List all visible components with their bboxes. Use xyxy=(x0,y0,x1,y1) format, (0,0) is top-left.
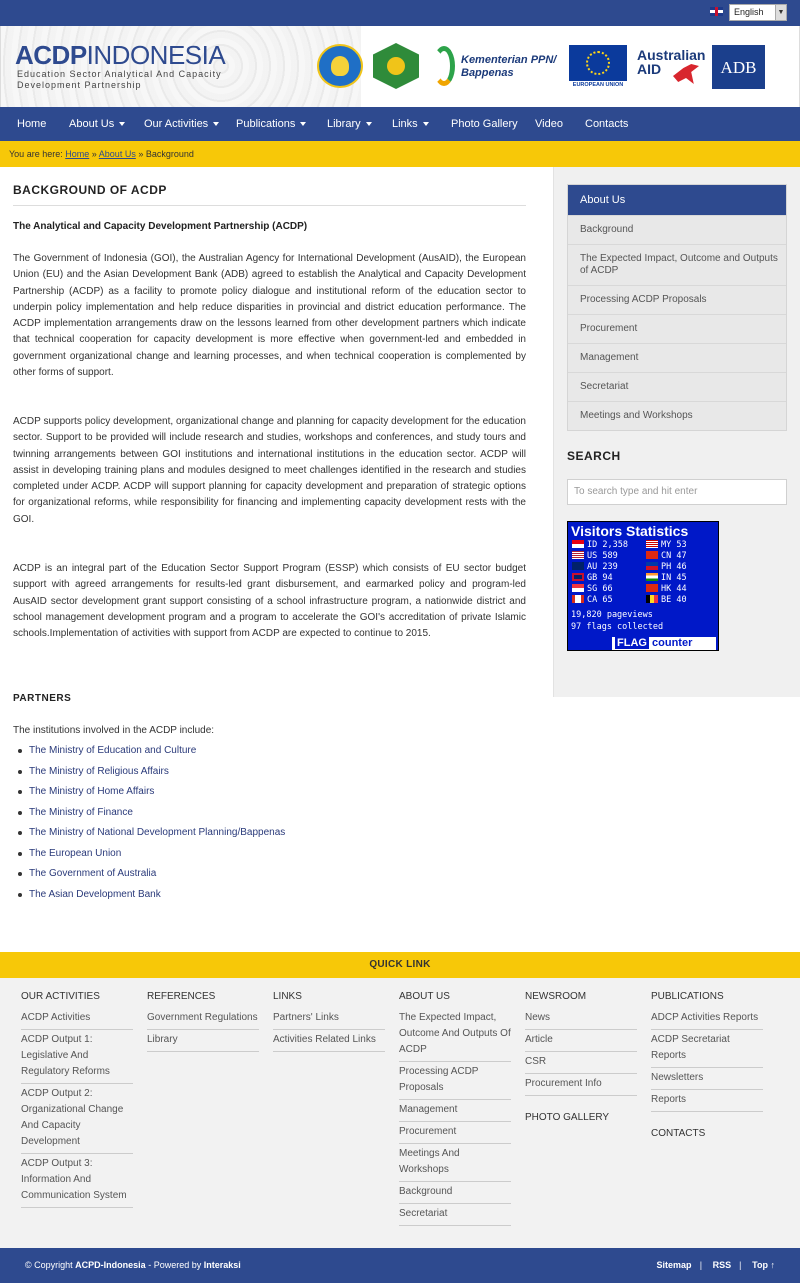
footer-link[interactable]: The Expected Impact, Outcome And Outputs Of ACDP xyxy=(399,1008,511,1062)
aus-line1: Australian xyxy=(637,47,706,63)
nav-about-us[interactable] xyxy=(69,107,125,141)
footer-col-activities xyxy=(21,991,133,1208)
sidebar-item-meetings-workshops[interactable]: Meetings and Workshops xyxy=(568,401,786,430)
nav-home-label: Home xyxy=(17,118,47,130)
nav-our-activities-label: Our Activities xyxy=(144,118,209,130)
visitor-row: SG 66 xyxy=(572,584,613,595)
visitor-row: AU 239 xyxy=(572,562,618,573)
language-select[interactable]: English xyxy=(729,4,787,21)
copyright-prefix: © Copyright xyxy=(25,1260,73,1270)
caret-down-icon xyxy=(213,122,219,126)
flag-us-icon xyxy=(572,551,584,559)
footer-col-publications xyxy=(651,991,763,1139)
nav-video[interactable] xyxy=(535,107,563,141)
nav-photo-gallery[interactable] xyxy=(451,107,518,141)
footer-heading-photo-gallery[interactable]: PHOTO GALLERY xyxy=(525,1112,610,1123)
footer-col-references xyxy=(147,991,259,1052)
nav-video-label: Video xyxy=(535,118,563,130)
kangaroo-icon xyxy=(673,64,699,84)
footer-link[interactable]: ACDP Output 3: Information And Communication System xyxy=(21,1154,133,1208)
sidebar xyxy=(553,167,800,697)
visitor-row: IN 45 xyxy=(646,573,687,584)
partners-intro: The institutions involved in the ACDP include: xyxy=(13,725,215,736)
about-us-menu xyxy=(567,184,787,431)
bappenas-logo xyxy=(431,44,557,88)
chevron-down-icon[interactable]: ▼ xyxy=(775,5,786,20)
flag-be-icon xyxy=(646,595,658,603)
about-us-menu-title[interactable]: About Us xyxy=(568,185,786,215)
bappenas-line2: Bappenas xyxy=(461,67,514,79)
flag-sg-icon xyxy=(572,584,584,592)
flag-ca-icon xyxy=(572,595,584,603)
visitor-row: PH 46 xyxy=(646,562,687,573)
tut-wuri-handayani-logo-icon xyxy=(317,44,363,88)
visitor-row: ID 2,358 xyxy=(572,540,628,551)
nav-links[interactable] xyxy=(392,107,429,141)
breadcrumb-sep: » xyxy=(138,149,144,159)
sidebar-item-expected-impact[interactable]: The Expected Impact, Outcome and Outputs of ACDP xyxy=(568,244,786,285)
footer-heading-contacts[interactable]: CONTACTS xyxy=(651,1128,706,1139)
nav-about-us-label: About Us xyxy=(69,118,115,130)
nav-our-activities[interactable] xyxy=(144,107,219,141)
footer-link[interactable]: Partners' Links xyxy=(273,1008,385,1030)
footer-link[interactable]: News xyxy=(525,1008,637,1030)
footer-heading: NEWSROOM xyxy=(525,991,587,1002)
bappenas-line1: Kementerian PPN/ xyxy=(461,54,557,66)
visitors-statistics-widget[interactable] xyxy=(567,521,719,651)
uk-flag-icon xyxy=(710,7,723,16)
nav-publications-label: Publications xyxy=(236,118,296,130)
caret-down-icon xyxy=(300,122,306,126)
bottom-bar xyxy=(0,1248,800,1283)
footer-link[interactable]: Meetings And Workshops xyxy=(399,1144,511,1182)
aus-line2: AID xyxy=(637,61,662,77)
flag-ph-icon xyxy=(646,562,658,570)
sidebar-item-procurement[interactable]: Procurement xyxy=(568,314,786,343)
brand-flag-label: FLAG xyxy=(617,637,647,649)
breadcrumb-current: Background xyxy=(145,149,194,159)
partners-list xyxy=(13,745,285,909)
footer-link[interactable]: Processing ACDP Proposals xyxy=(399,1062,511,1100)
nav-contacts[interactable] xyxy=(585,107,628,141)
footer-heading: ABOUT US xyxy=(399,991,450,1002)
flag-my-icon xyxy=(646,540,658,548)
flag-hk-icon xyxy=(646,584,658,592)
nav-library[interactable] xyxy=(327,107,372,141)
visitor-row: BE 40 xyxy=(646,595,687,606)
footer-link[interactable]: ACDP Output 2: Organizational Change And Capacity Development xyxy=(21,1084,133,1154)
flag-cn-icon xyxy=(646,551,658,559)
search-heading: SEARCH xyxy=(567,449,621,463)
nav-publications[interactable] xyxy=(236,107,306,141)
footer-link[interactable]: Secretariat xyxy=(399,1204,511,1226)
caret-down-icon xyxy=(423,122,429,126)
footer-link[interactable]: Procurement xyxy=(399,1122,511,1144)
nav-links-label: Links xyxy=(392,118,418,130)
eu-logo xyxy=(569,45,627,91)
footer-col-links xyxy=(273,991,385,1052)
nav-photo-gallery-label: Photo Gallery xyxy=(451,118,518,130)
visitor-row: CA 65 xyxy=(572,595,613,606)
sitemap-link[interactable]: Sitemap xyxy=(656,1260,692,1270)
footer-link[interactable]: Newsletters xyxy=(651,1068,763,1090)
sidebar-item-background[interactable]: Background xyxy=(568,215,786,244)
footer-link[interactable]: Reports xyxy=(651,1090,763,1112)
footer-link[interactable]: Library xyxy=(147,1030,259,1052)
site-header xyxy=(0,26,800,107)
caret-down-icon xyxy=(119,122,125,126)
logo-subtitle: Education Sector Analytical And Capacity Development Partnership xyxy=(17,69,222,90)
copyright xyxy=(25,1248,241,1283)
visitor-row: US 589 xyxy=(572,551,618,562)
caret-down-icon xyxy=(366,122,372,126)
site-logo[interactable] xyxy=(15,40,225,71)
footer-link[interactable]: CSR xyxy=(525,1052,637,1074)
ministry-religious-affairs-logo-icon xyxy=(373,43,419,89)
footer-link[interactable]: ACDP Activities xyxy=(21,1008,133,1030)
footer-link[interactable]: ACDP Secretariat Reports xyxy=(651,1030,763,1068)
nav-home[interactable] xyxy=(17,107,46,141)
list-item: The Ministry of Home Affairs xyxy=(13,786,285,807)
list-item: The Asian Development Bank xyxy=(13,889,285,910)
logo-acdp: ACDP xyxy=(15,40,87,70)
footer-col-about xyxy=(399,991,511,1226)
footer-link[interactable]: Government Regulations xyxy=(147,1008,259,1030)
breadcrumb xyxy=(0,141,800,167)
bappenas-mark-icon xyxy=(433,46,455,86)
footer-link[interactable]: Management xyxy=(399,1100,511,1122)
top-bar xyxy=(0,0,800,26)
flag-gb-icon xyxy=(572,573,584,581)
flag-au-icon xyxy=(572,562,584,570)
list-item: The Ministry of Finance xyxy=(13,807,285,828)
eu-label: EUROPEAN UNION xyxy=(572,82,624,88)
copyright-site[interactable]: ACPD-Indonesia xyxy=(75,1260,146,1270)
nav-contacts-label: Contacts xyxy=(585,118,629,130)
list-item: The Government of Australia xyxy=(13,868,285,889)
quick-links xyxy=(0,978,800,1248)
flag-counter-brand[interactable] xyxy=(612,637,716,650)
top-link[interactable]: Top ↑ xyxy=(752,1260,775,1270)
logo-indonesia: INDONESIA xyxy=(86,40,226,70)
adb-label: ADB xyxy=(720,58,757,77)
footer-link[interactable]: Procurement Info xyxy=(525,1074,637,1096)
list-item: The Ministry of National Development Planning/Bappenas xyxy=(13,827,285,848)
list-item: The Ministry of Education and Culture xyxy=(13,745,285,766)
footer-link[interactable]: ACDP Output 1: Legislative And Regulatory Reforms xyxy=(21,1030,133,1084)
adb-logo xyxy=(712,45,765,89)
footer-heading: LINKS xyxy=(273,991,302,1002)
pageviews-count: 19,820 pageviews xyxy=(571,610,653,620)
footer-link[interactable]: ADCP Activities Reports xyxy=(651,1008,763,1030)
page-title: BACKGROUND OF ACDP xyxy=(13,183,526,206)
brand-counter-label: counter xyxy=(652,637,693,649)
breadcrumb-about-us[interactable]: About Us xyxy=(98,149,136,159)
footer-link[interactable]: Background xyxy=(399,1182,511,1204)
main-nav xyxy=(0,107,800,141)
footer-heading: REFERENCES xyxy=(147,991,216,1002)
sidebar-item-secretariat[interactable]: Secretariat xyxy=(568,372,786,401)
bottom-links: Sitemap | RSS | Top ↑ xyxy=(656,1260,775,1270)
visitors-title: Visitors Statistics xyxy=(571,523,689,539)
flags-collected-count: 97 flags collected xyxy=(571,622,664,632)
breadcrumb-home[interactable]: Home xyxy=(65,149,90,159)
powered-prefix: - Powered by xyxy=(148,1260,202,1270)
visitor-row: GB 94 xyxy=(572,573,613,584)
section-subtitle: The Analytical and Capacity Development Partnership (ACDP) xyxy=(13,221,308,232)
footer-heading: OUR ACTIVITIES xyxy=(21,991,100,1002)
partners-heading: PARTNERS xyxy=(13,693,72,704)
visitor-row: HK 44 xyxy=(646,584,687,595)
nav-library-label: Library xyxy=(327,118,361,130)
search-input[interactable]: To search type and hit enter xyxy=(567,479,787,505)
paragraph-1: The Government of Indonesia (GOI), the Australian Agency for International Development (AusAID), the European Union (EU) and the Asian Development Bank (ADB) agreed to establish the Analytical and Capacity Development Partnership (ACDP) as a facility to promote policy dialogue and institutional reform of the education sector to underpin policy implementation and help reduce disparities in provincial and district education performance. The ACDP implementation arrangements draw on the lessons learned from other development partners which indicate that technical cooperation for capacity development is more effective when government-led and embedded in government organizational change and learning processes, and when technical cooperation is complemented by other forms of support. xyxy=(13,253,526,379)
paragraph-2: ACDP supports policy development, organizational change and planning for capacity development for the education sector. Support to be provided will include research and studies, workshops and conferences, and study tours and twinning arrangements between GOI institutions and international institutions in the education sector. ACDP will assist in developing training plans and modules designed to meet challenges identified in the research and studies completed under ACDP. ACDP will support planning for capacity development and preparation of strategic options for organizational reforms, while responsibility for financing and implementing capacity development rests with the GOI. xyxy=(13,416,526,525)
eu-flag-icon xyxy=(569,45,627,81)
breadcrumb-prefix: You are here: xyxy=(9,149,63,159)
flag-in-icon xyxy=(646,573,658,581)
visitor-row: CN 47 xyxy=(646,551,687,562)
powered-by[interactable]: Interaksi xyxy=(203,1260,241,1270)
flag-id-icon xyxy=(572,540,584,548)
sidebar-item-management[interactable]: Management xyxy=(568,343,786,372)
sidebar-item-processing-proposals[interactable]: Processing ACDP Proposals xyxy=(568,285,786,314)
breadcrumb-sep: » xyxy=(91,149,97,159)
list-item: The Ministry of Religious Affairs xyxy=(13,766,285,787)
visitor-row: MY 53 xyxy=(646,540,687,551)
list-item: The European Union xyxy=(13,848,285,869)
footer-link[interactable]: Article xyxy=(525,1030,637,1052)
rss-link[interactable]: RSS xyxy=(712,1260,732,1270)
footer-heading: PUBLICATIONS xyxy=(651,991,724,1002)
footer-link[interactable]: Activities Related Links xyxy=(273,1030,385,1052)
australian-aid-logo xyxy=(637,48,705,90)
paragraph-3: ACDP is an integral part of the Education Sector Support Program (ESSP) which consists of EU sector budget support with agreed arrangements for results-led grant disbursement, and earmarked policy and program-led AusAID sector development grant support consisting of a school infrastructure program, a nationwide district and school management development program and a program to accelerate the GOI's accreditation of private Islamic schools.Implementation of activities with support from ACDP are expected to continue to 2015. xyxy=(13,563,526,640)
quick-link-bar: QUICK LINK xyxy=(0,952,800,978)
footer-col-newsroom xyxy=(525,991,637,1123)
